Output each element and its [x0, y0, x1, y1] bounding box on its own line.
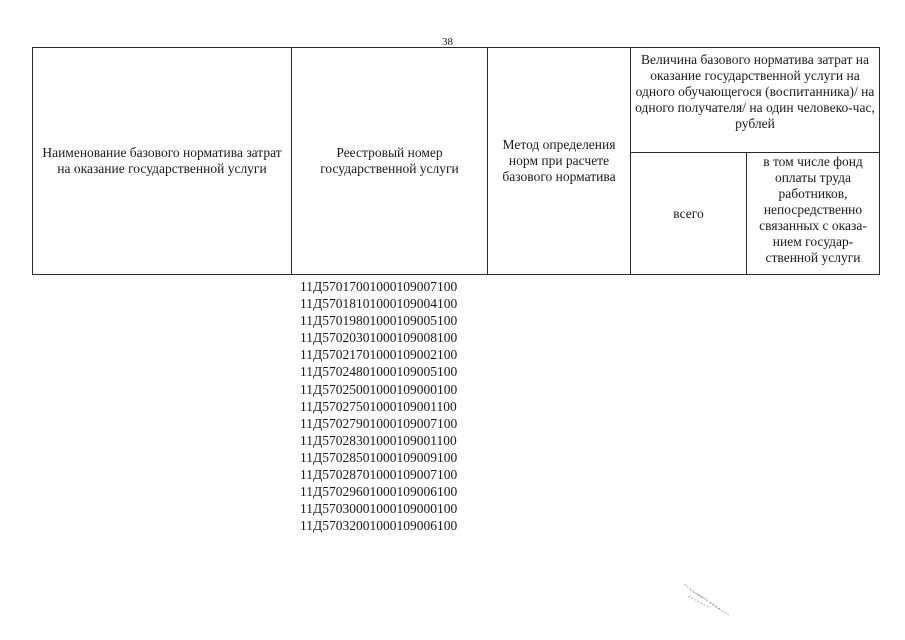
- list-item: 11Д57029601000109006100: [300, 484, 458, 500]
- header-cell-including-payroll: в том числе фонд оплаты труда работников, непосредственно связанных с оказа-нием государ-ственной услуги: [759, 154, 867, 265]
- list-item: 11Д57019801000109005100: [300, 313, 458, 329]
- list-item: 11Д57030001000109000100: [300, 501, 458, 517]
- header-cell-service-name: Наименование базового норматива затрат на оказание государственной услуги: [42, 145, 282, 176]
- list-item: 11Д57032001000109006100: [300, 518, 458, 534]
- list-item: 11Д57024801000109005100: [300, 364, 458, 380]
- registry-number-list: [300, 278, 457, 534]
- page-number: 38: [442, 36, 453, 48]
- list-item: 11Д57025001000109000100: [300, 381, 458, 397]
- list-item: 11Д57021701000109002100: [300, 347, 458, 363]
- list-item: 11Д57028501000109009100: [300, 449, 458, 465]
- list-item: 11Д57027501000109001100: [300, 398, 457, 414]
- list-item: 11Д57028701000109007100: [300, 467, 458, 483]
- header-cell-registry-number: Реестровый номер государственной услуги: [320, 145, 459, 176]
- header-cell-norm-value: Величина базового норматива затрат на оказание государственной услуги на одного обучающегося (воспитанника)/ на одного получателя/ на один человеко-час, рублей: [635, 52, 875, 131]
- list-item: 11Д57020301000109008100: [300, 330, 458, 346]
- list-item: 11Д57027901000109007100: [300, 415, 458, 431]
- list-item: 11Д57018101000109004100: [300, 296, 458, 312]
- header-cell-method: Метод определения норм при расчете базового норматива: [502, 137, 616, 184]
- list-item: 11Д57017001000109007100: [300, 279, 458, 294]
- header-table: [32, 47, 880, 275]
- list-item: 11Д57028301000109001100: [300, 432, 457, 448]
- header-cell-total: всего: [673, 205, 704, 221]
- handwritten-mark: [680, 580, 740, 620]
